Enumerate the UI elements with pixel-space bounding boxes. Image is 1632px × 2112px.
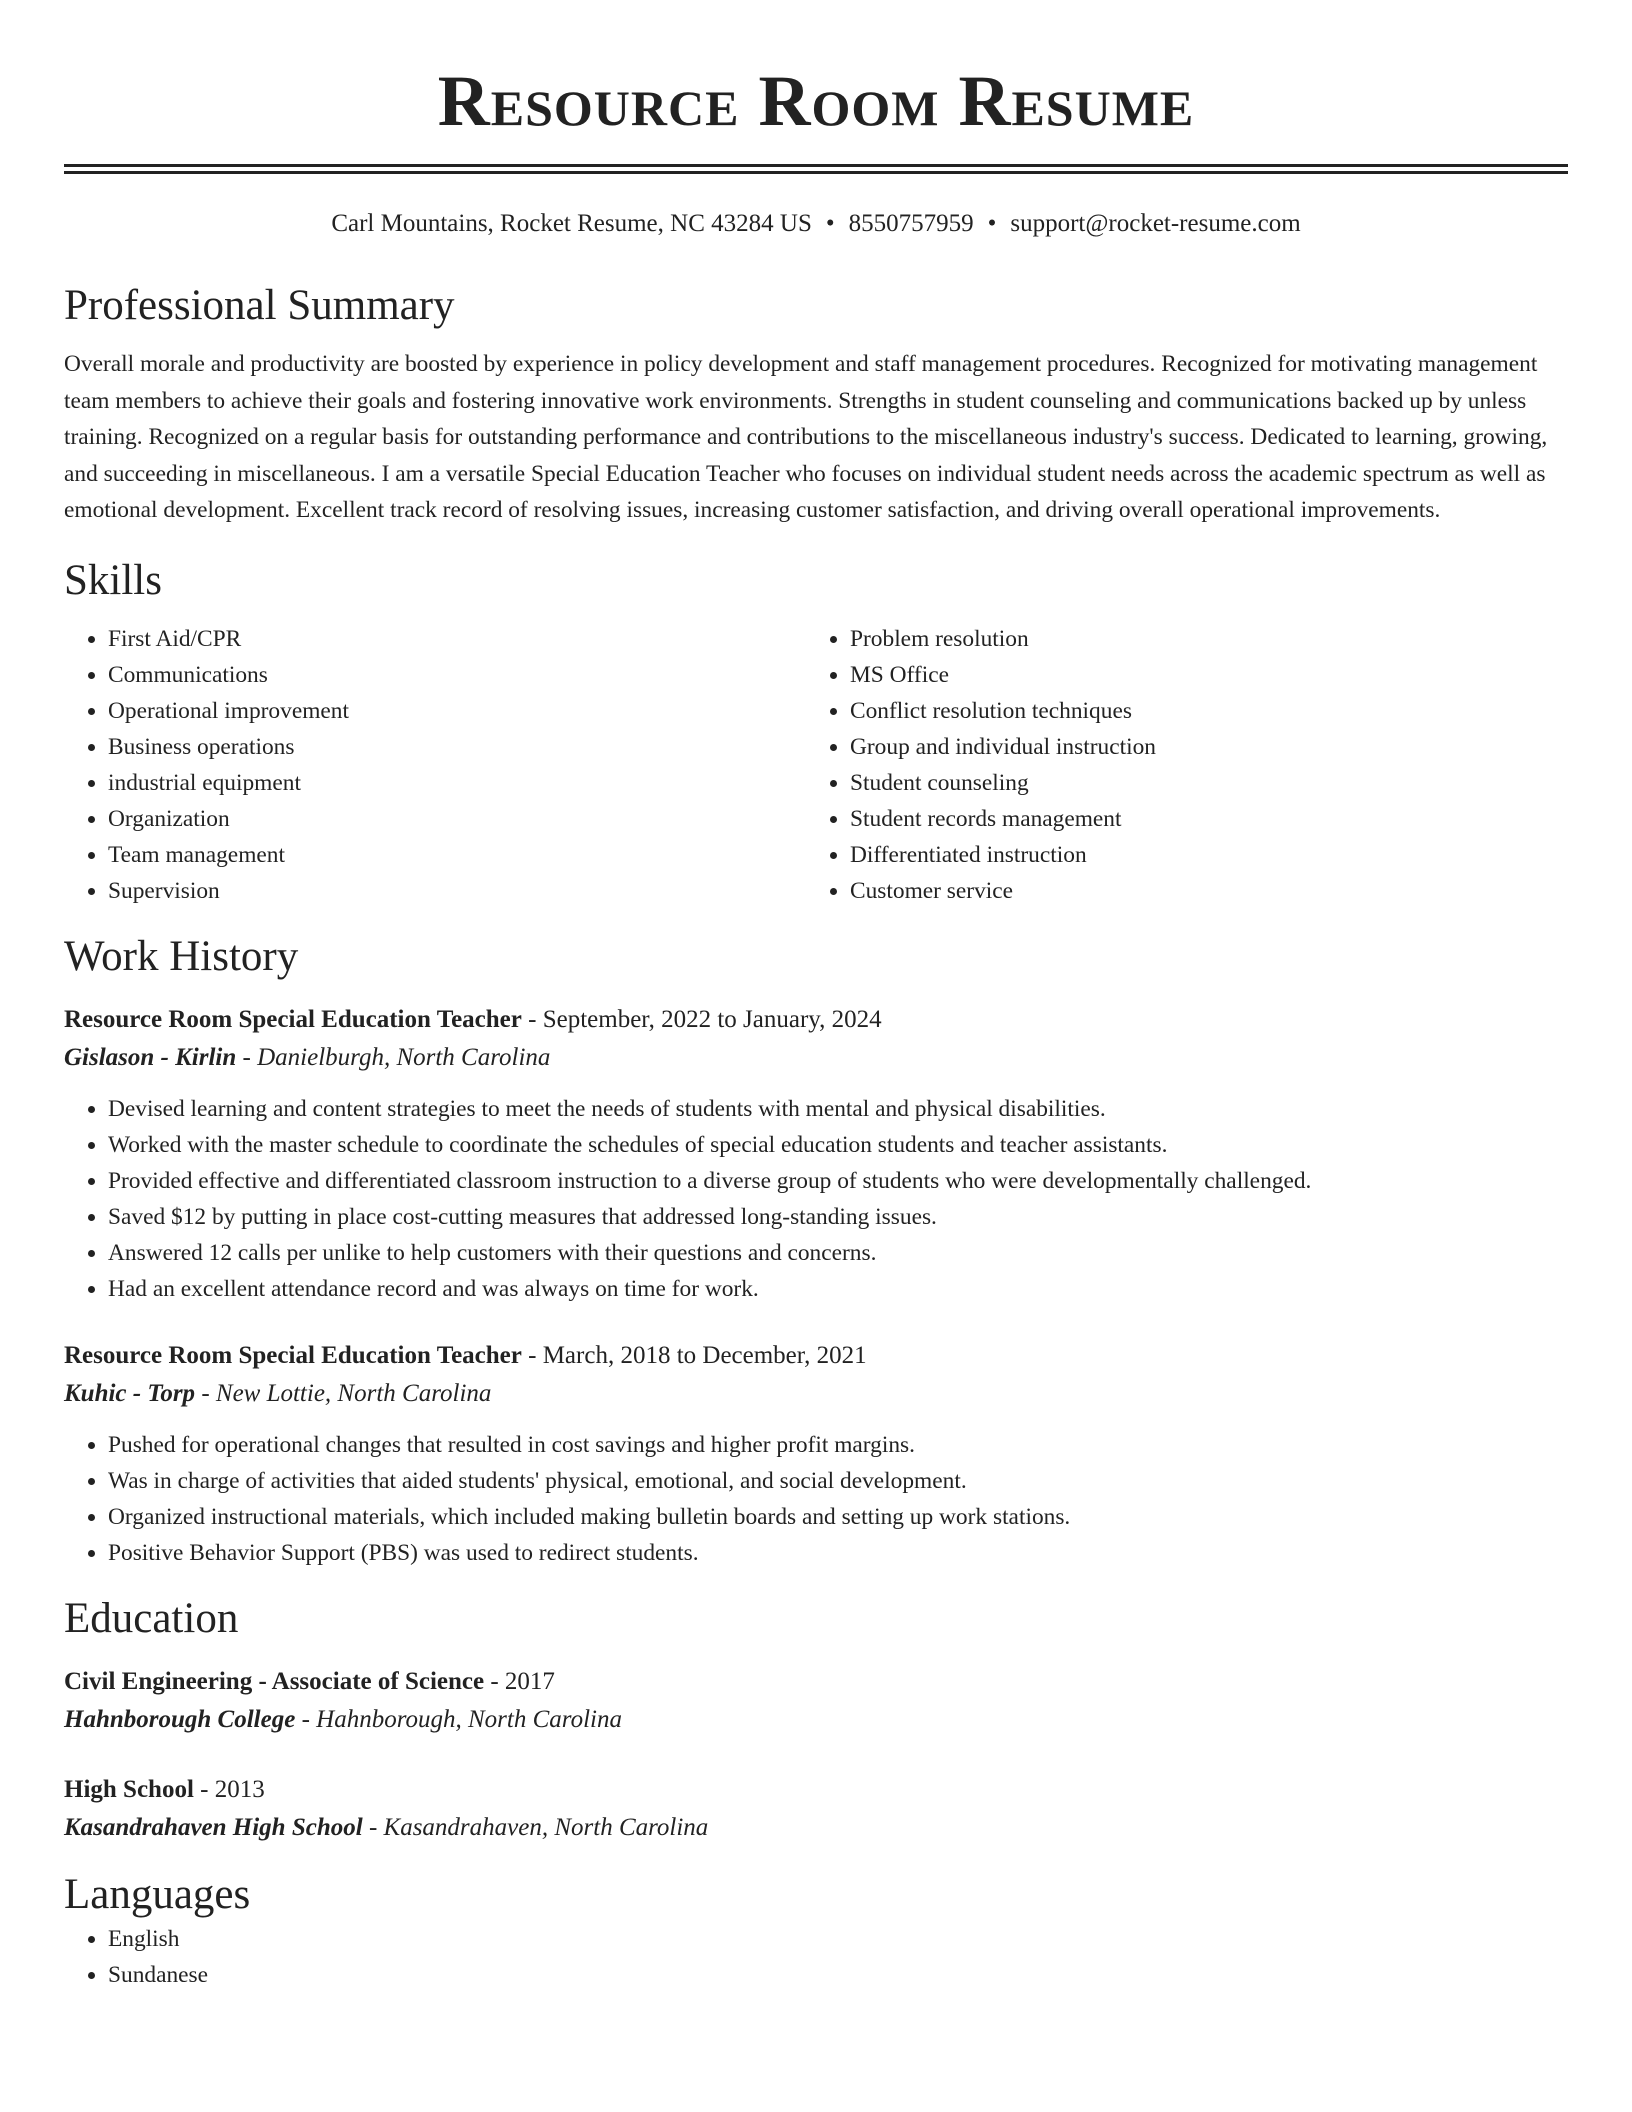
languages-list [64, 1921, 1568, 1993]
contact-address: Carl Mountains, Rocket Resume, NC 43284 US [331, 210, 812, 237]
job-duty: • Devised learning and content strategies to meet the needs of students with mental and physical disabilities. [108, 1091, 1568, 1127]
education-entry [64, 1663, 1568, 1739]
skill-item: • Business operations [108, 729, 806, 765]
education-school: Kasandrahaven High School [64, 1813, 363, 1841]
job-company: Gislason - Kirlin [64, 1043, 237, 1071]
contact-separator: • [987, 210, 997, 237]
job-duty: • Had an excellent attendance record and was always on time for work. [108, 1271, 1568, 1307]
skill-item: • First Aid/CPR [108, 621, 806, 657]
job-entry [64, 1001, 1568, 1307]
skill-item: • Student records management [850, 801, 1548, 837]
education-heading: Education [64, 1594, 239, 1642]
education-degree-line [64, 1663, 1568, 1701]
skill-item: • Operational improvement [108, 693, 806, 729]
education-entry [64, 1771, 1568, 1847]
education-year: - 2013 [193, 1775, 265, 1803]
job-company: Kuhic - Torp [64, 1379, 196, 1407]
job-duty: • Was in charge of activities that aided students' physical, emotional, and social development. [108, 1463, 1568, 1499]
education-degree: Civil Engineering - Associate of Science [64, 1667, 485, 1695]
skills-column-left [64, 621, 806, 909]
skills-column-right [806, 621, 1548, 909]
contact-phone: 8550757959 [848, 210, 974, 237]
job-company-line [64, 1039, 1568, 1077]
work-history-heading: Work History [64, 932, 299, 980]
skill-item: • Organization [108, 801, 806, 837]
skill-item: • Customer service [850, 873, 1548, 909]
skills-grid [64, 621, 1568, 909]
job-duty: • Provided effective and differentiated classroom instruction to a diverse group of students who were developmentally challenged. [108, 1163, 1568, 1199]
job-location: - New Lottie, North Carolina [195, 1379, 492, 1407]
job-duty: • Positive Behavior Support (PBS) was used to redirect students. [108, 1535, 1568, 1571]
contact-email: support@rocket-resume.com [1010, 210, 1301, 237]
resume-title: Resource Room Resume [437, 61, 1195, 141]
job-title: Resource Room Special Education Teacher [64, 1005, 522, 1033]
job-duty: • Pushed for operational changes that resulted in cost savings and higher profit margins. [108, 1427, 1568, 1463]
skills-list-right [806, 621, 1548, 909]
education-school-line [64, 1809, 1568, 1847]
language-item: • Sundanese [108, 1957, 1568, 1993]
job-duty: • Organized instructional materials, which included making bulletin boards and setting up work stations. [108, 1499, 1568, 1535]
job-duty: • Answered 12 calls per unlike to help customers with their questions and concerns. [108, 1235, 1568, 1271]
job-title-line [64, 1001, 1568, 1039]
education-year: - 2017 [484, 1667, 555, 1695]
skill-item: • Team management [108, 837, 806, 873]
education-location: - Hahnborough, North Carolina [295, 1705, 622, 1733]
summary-heading: Professional Summary [64, 282, 455, 329]
job-title-line [64, 1337, 1568, 1375]
education-degree-line [64, 1771, 1568, 1809]
job-duties-list [64, 1091, 1568, 1307]
languages-heading: Languages [64, 1870, 251, 1918]
skills-heading: Skills [64, 556, 162, 604]
language-item: • English [108, 1921, 1568, 1957]
education-school: Hahnborough College [64, 1705, 296, 1733]
job-entry [64, 1337, 1568, 1571]
summary-text: Overall morale and productivity are boosted by experience in policy development and staff management procedures. Recognized for motivating management team members to achieve their goals and fostering innovative work environments. Strengths in student counseling and communications backed up by unless training. Recognized on a regular basis for outstanding performance and contributions to the miscellaneous industry's success. Dedicated to learning, growing, and succeeding in miscellaneous. I am a versatile Special Education Teacher who focuses on individual student needs across the academic spectrum as well as emotional development. Excellent track record of resolving issues, increasing customer satisfaction, and driving overall operational improvements. [64, 351, 1548, 524]
job-title: Resource Room Special Education Teacher [64, 1341, 522, 1369]
skill-item: • MS Office [850, 657, 1548, 693]
contact-line [64, 208, 1568, 240]
skill-item: • Problem resolution [850, 621, 1548, 657]
skill-item: • Differentiated instruction [850, 837, 1548, 873]
education-school-line [64, 1701, 1568, 1739]
skills-list-left [64, 621, 806, 909]
skill-item: • industrial equipment [108, 765, 806, 801]
education-location: - Kasandrahaven, North Carolina [362, 1813, 709, 1841]
skill-item: • Student counseling [850, 765, 1548, 801]
skill-item: • Group and individual instruction [850, 729, 1548, 765]
job-duty: • Saved $12 by putting in place cost-cutting measures that addressed long-standing issues. [108, 1199, 1568, 1235]
job-company-line [64, 1375, 1568, 1413]
job-duty: • Worked with the master schedule to coordinate the schedules of special education students and teacher assistants. [108, 1127, 1568, 1163]
job-dates: - September, 2022 to January, 2024 [521, 1005, 882, 1033]
skill-item: • Conflict resolution techniques [850, 693, 1548, 729]
title-double-rule [64, 164, 1568, 174]
job-dates: - March, 2018 to December, 2021 [521, 1341, 867, 1369]
education-degree: High School [64, 1775, 194, 1803]
skill-item: • Supervision [108, 873, 806, 909]
skill-item: • Communications [108, 657, 806, 693]
job-duties-list [64, 1427, 1568, 1571]
contact-separator: • [825, 210, 835, 237]
job-location: - Danielburgh, North Carolina [236, 1043, 551, 1071]
